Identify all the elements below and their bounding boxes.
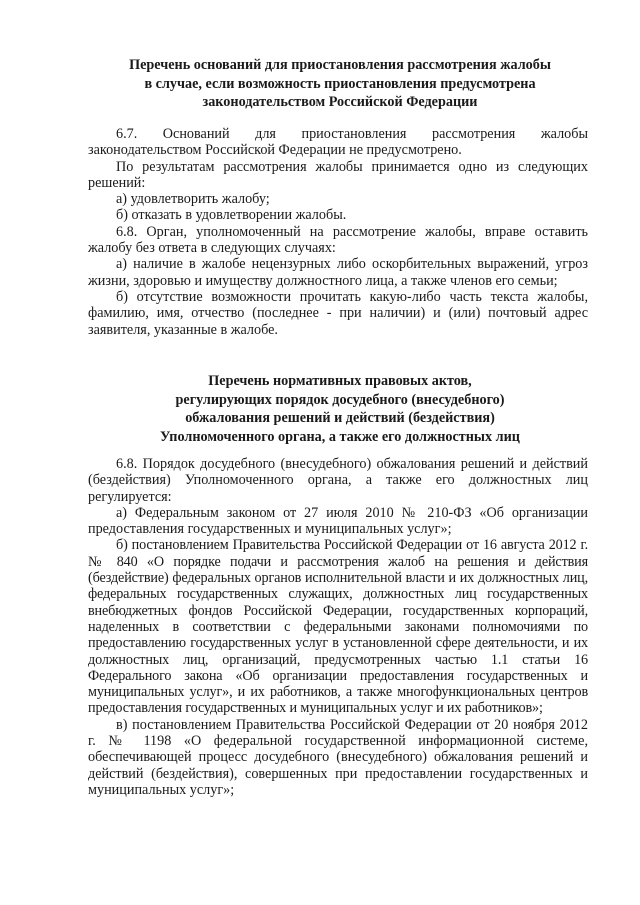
section2-heading-line: Уполномоченного органа, а также его должностных лиц (160, 428, 520, 445)
section2-heading-line: обжалования решений и действий (бездействия) (185, 410, 495, 427)
section2-heading (80, 372, 600, 446)
paragraph-case-a: а) наличие в жалобе нецензурных либо оскорбительных выражений, угроз жизни, здоровью и имуществу должностного лица, а также членов его семьи; (88, 256, 588, 289)
paragraph-case-b: б) отсутствие возможности прочитать какую-либо часть текста жалобы, фамилию, имя, отчество (последнее - при наличии) и (или) почтовый адрес заявителя, указанные в жалобе. (88, 288, 588, 338)
section1-heading (80, 56, 600, 112)
section2-body (88, 456, 588, 798)
paragraph-resolution-840: б) постановлением Правительства Российской Федерации от 16 августа 2012 г. № 840 «О порядке подачи и рассмотрения жалоб на решения и действия (бездействие) федеральных органов исполнительной власти и их должностных лиц, федеральных государственных служащих, должностных лиц государственных внебюджетных фондов Российской Федерации, государственных корпораций, наделенных в соответствии с федеральными законами полномочиями по предоставлению государственных услуг в установленной сфере деятельности, и их должностных лиц, организаций, предусмотренных частью 1.1 статьи 16 Федерального закона «Об организации предоставления государственных и муниципальных услуг», и их работников, а также многофункциональных центров предоставления государственных и муниципальных услуг и их работников»; (88, 537, 588, 717)
section1-body (88, 126, 588, 338)
paragraph-6-8-no-answer: 6.8. Орган, уполномоченный на рассмотрение жалобы, вправе оставить жалобу без ответа в следующих случаях: (88, 223, 588, 257)
paragraph-decision-a: а) удовлетворить жалобу; (116, 191, 270, 208)
section2-heading-line: регулирующих порядок досудебного (внесудебного) (175, 391, 505, 408)
paragraph-decision-b: б) отказать в удовлетворении жалобы. (116, 207, 347, 224)
section2-heading-line: Перечень нормативных правовых актов, (208, 373, 472, 389)
section1-heading-line: законодательством Российской Федерации (202, 94, 478, 111)
paragraph-law-210: а) Федеральным законом от 27 июля 2010 № 210-ФЗ «Об организации предоставления государственных и муниципальных услуг»; (88, 504, 588, 538)
paragraph-6-7: 6.7. Оснований для приостановления рассмотрения жалобы законодательством Российской Федерации не предусмотрено. (88, 126, 588, 159)
paragraph-resolution-1198: в) постановлением Правительства Российской Федерации от 20 ноября 2012 г. № 1198 «О федеральной государственной информационной системе, обеспечивающей процесс досудебного (внесудебного) обжалования решений и действий (бездействия), совершенных при предоставлении государственных и муниципальных услуг»; (88, 716, 588, 798)
paragraph-6-8-regulation: 6.8. Порядок досудебного (внесудебного) обжалования решений и действий (бездействия) Уполномоченного органа, а также его должностных лиц регулируется: (88, 456, 588, 505)
section1-heading-line: Перечень оснований для приостановления рассмотрения жалобы (129, 57, 551, 73)
section1-heading-line: в случае, если возможность приостановления предусмотрена (144, 75, 536, 92)
paragraph-decisions-intro: По результатам рассмотрения жалобы принимается одно из следующих решений: (88, 158, 588, 191)
